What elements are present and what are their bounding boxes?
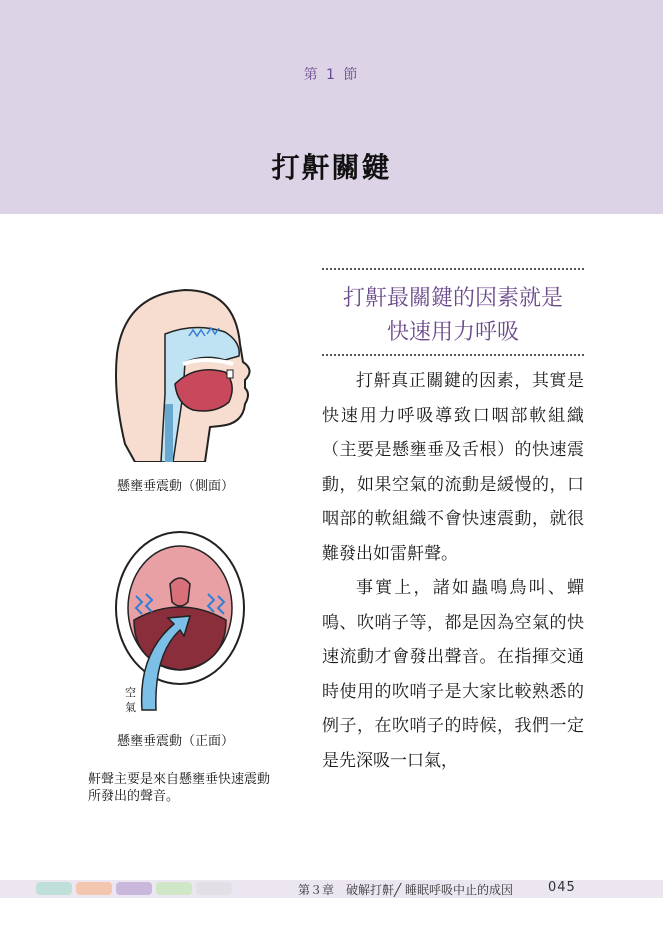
chapter-tab-4: [156, 882, 192, 895]
footer-chapter-text: 第３章 破解打鼾╱ 睡眠呼吸中止的成因: [298, 883, 514, 897]
air-label-1: 空: [125, 686, 136, 699]
chapter-tab-2: [76, 882, 112, 895]
page-number: 045: [548, 880, 576, 895]
figure-note: [88, 771, 288, 805]
chapter-tab-1: [36, 882, 72, 895]
body-paragraph-2: 事實上，諸如蟲鳴鳥叫、蟬鳴、吹哨子等，都是因為空氣的快速流動才會發出聲音。在指揮交通時使用的吹哨子是大家比較熟悉的例子，在吹哨子的時候，我們一定是先深吸一口氣，: [322, 578, 584, 771]
subheading-line1: 打鼾最關鍵的因素就是: [342, 286, 563, 311]
page-title: 打鼾關鍵: [271, 151, 392, 184]
header-band: [0, 0, 663, 214]
figure-note-line1: 鼾聲主要是來自懸壅垂快速震動: [88, 772, 271, 787]
side-view-caption: 懸壅垂震動（側面）: [117, 479, 235, 494]
front-view-caption: 懸壅垂震動（正面）: [117, 734, 235, 749]
air-label-2: 氣: [125, 701, 136, 714]
figure-note-line2: 所發出的聲音。: [88, 789, 180, 804]
chapter-tab-3: [116, 882, 152, 895]
section-label: 第 1 節: [303, 67, 360, 83]
chapter-tab-5: [196, 882, 232, 895]
side-view-illustration: [105, 284, 255, 462]
body-text: [322, 364, 584, 778]
subheading-bottom-divider: [322, 354, 584, 356]
subheading-top-divider: [322, 268, 584, 270]
subheading-line2: 快速用力呼吸: [386, 320, 519, 345]
body-paragraph-1: 打鼾真正關鍵的因素，其實是快速用力呼吸導致口咽部軟組織（主要是懸壅垂及舌根）的快速震動，如果空氣的流動是緩慢的，口咽部的軟組織不會快速震動，就很難發出如雷鼾聲。: [322, 371, 584, 564]
subheading: [322, 282, 584, 350]
